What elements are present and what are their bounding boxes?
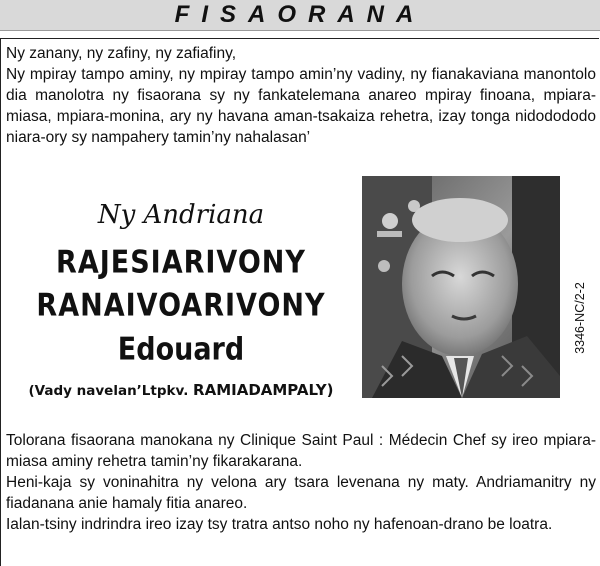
honorific-title: Ny Andriana [97, 200, 265, 230]
surname-line-1: RAJESIARIVONY [56, 244, 306, 281]
relation-name: RAMIADAMPALY) [193, 381, 334, 399]
footer-paragraph [6, 430, 596, 535]
relation-prefix: (Vady navelan’Ltpkv. [28, 383, 189, 399]
given-name: Edouard [117, 331, 245, 368]
portrait-photo [362, 176, 560, 398]
reference-code: 3346-NC/2-2 [573, 282, 587, 354]
relation-line [0, 381, 362, 399]
page-title: FISAORANA [174, 1, 426, 28]
surname-line-2: RANAIVOARIVONY [36, 287, 326, 324]
footer-line: Ialan-tsiny indrindra ireo izay tsy tratra antso noho ny hafenoan-drano be loatra. [6, 516, 553, 533]
intro-line: Ny zanany, ny zafiny, ny zafiafiny, [6, 45, 237, 62]
intro-paragraph [6, 43, 596, 148]
portrait-photo-icon [362, 176, 560, 398]
header-bar [0, 0, 600, 31]
footer-line: Heni-kaja sy voninahitra ny velona ary tsara levenana ny maty. Andriamanitry ny fiadanana anie hamaly fitia anareo. [6, 474, 596, 512]
intro-line: Ny mpiray tampo aminy, ny mpiray tampo amin’ny vadiny, ny fianakaviana manontolo dia manolotra ny fisaorana sy ny fankatelemana anareo mpiray finoana, mpiara-miasa, mpiara-monina, ary ny havana aman-tsakaiza rehetra, izay tonga nidodododo niara-ory sy nampahery tamin’ny nahalasan’ [6, 66, 596, 146]
footer-line: Tolorana fisaorana manokana ny Clinique Saint Paul : Médecin Chef sy ireo mpiara-miasa aminy rehetra tamin’ny fikarakarana. [6, 432, 596, 470]
